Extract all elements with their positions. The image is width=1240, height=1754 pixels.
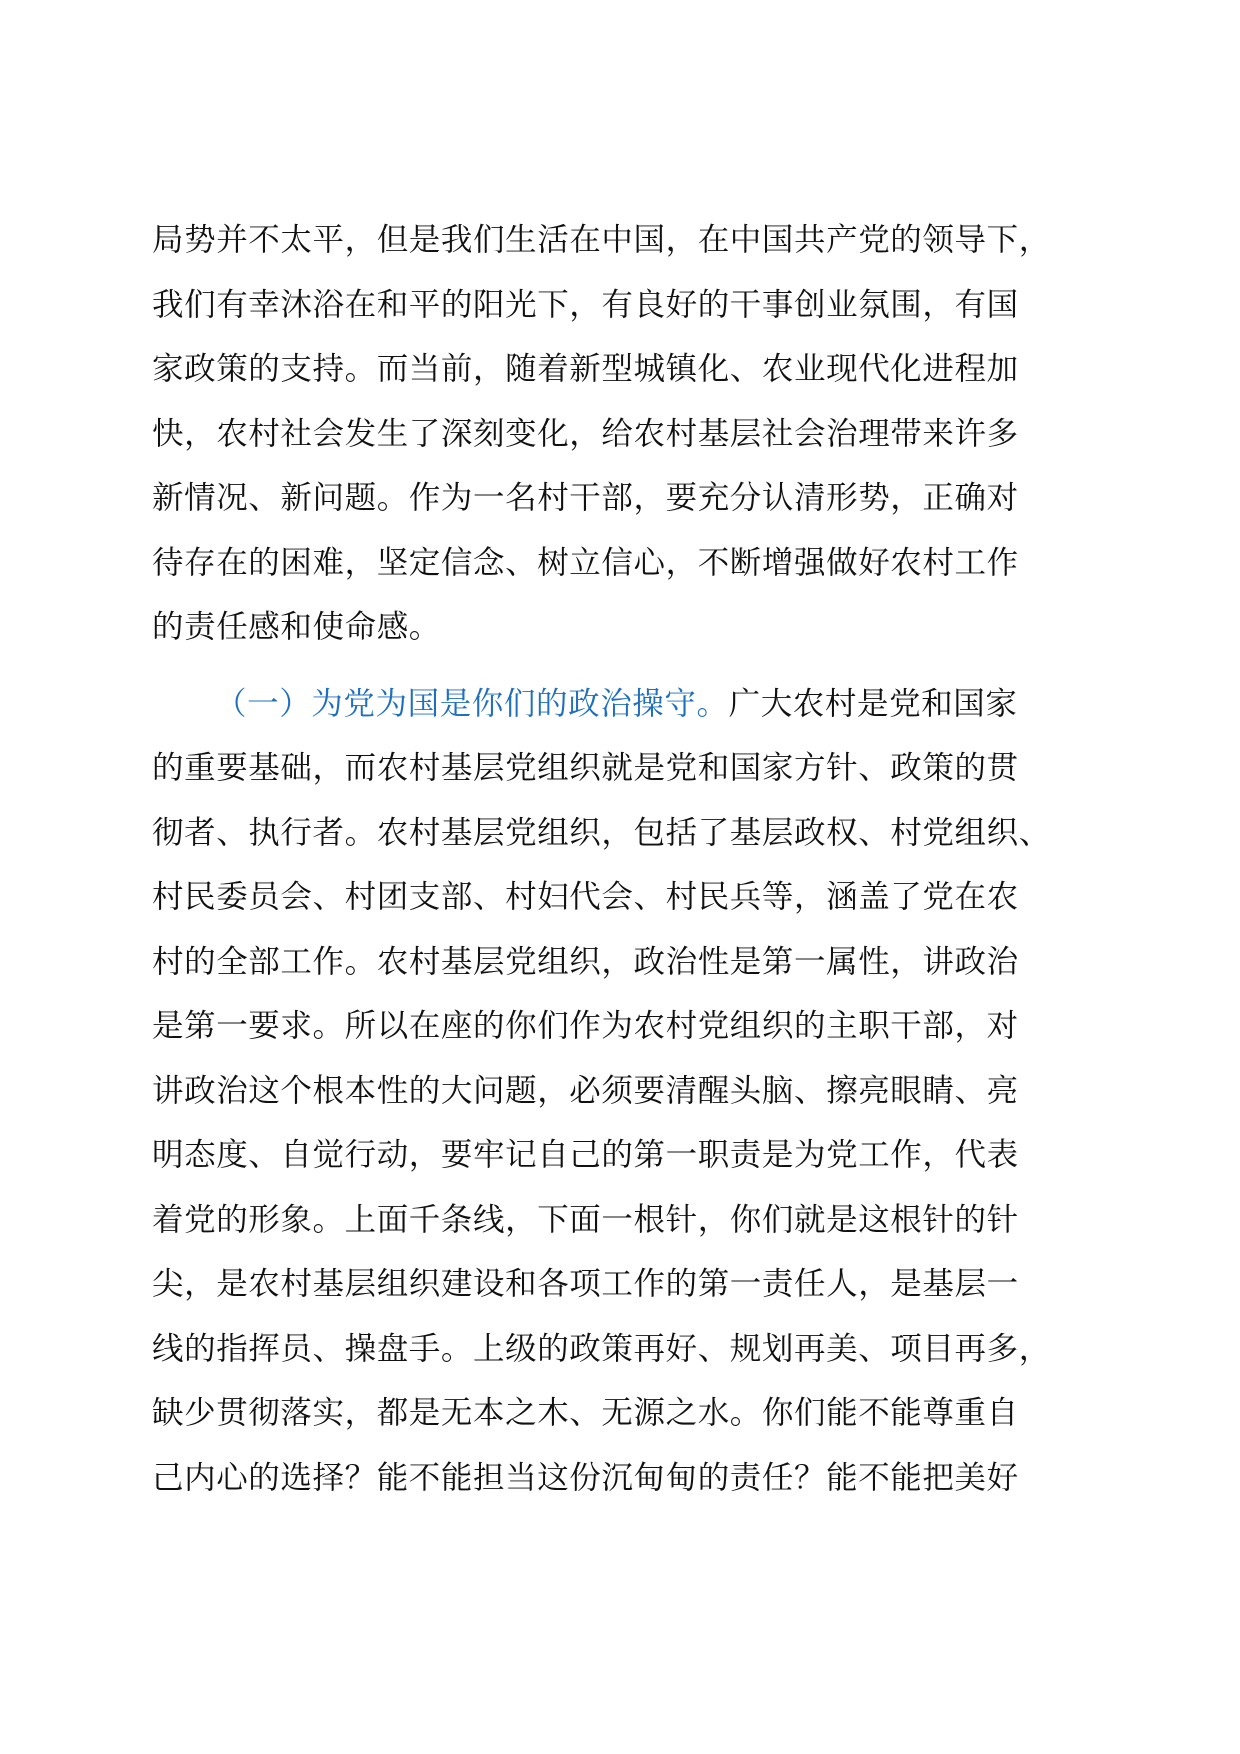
- paragraph-line: 是第一要求。所以在座的你们作为农村党组织的主职干部，对: [152, 1008, 1019, 1044]
- paragraph-1: [152, 208, 1092, 660]
- document-body: [152, 208, 1092, 1510]
- paragraph-line: 缺少贯彻落实，都是无本之木、无源之水。你们能不能尊重自: [152, 1395, 1019, 1431]
- paragraph-line: 的重要基础，而农村基层党组织就是党和国家方针、政策的贯: [152, 750, 1019, 786]
- paragraph-line: 村民委员会、村团支部、村妇代会、村民兵等，涵盖了党在农: [152, 879, 1019, 915]
- paragraph-line: 的责任感和使命感。: [152, 609, 441, 645]
- paragraph-line: 家政策的支持。而当前，随着新型城镇化、农业现代化进程加: [152, 351, 1019, 387]
- paragraph-line: 讲政治这个根本性的大问题，必须要清醒头脑、擦亮眼睛、亮: [152, 1072, 1019, 1109]
- section-heading: （一）为党为国是你们的政治操守。: [215, 685, 729, 722]
- paragraph-line: 我们有幸沐浴在和平的阳光下，有良好的干事创业氛围，有国: [152, 286, 1019, 323]
- paragraph-line: 快，农村社会发生了深刻变化，给农村基层社会治理带来许多: [152, 415, 1019, 452]
- paragraph-line: 村的全部工作。农村基层党组织，政治性是第一属性，讲政治: [152, 943, 1019, 980]
- paragraph-line: 局势并不太平，但是我们生活在中国，在中国共产党的领导下，: [152, 222, 1051, 258]
- paragraph-spacer: [152, 660, 1092, 672]
- paragraph-line: 待存在的困难，坚定信念、树立信心，不断增强做好农村工作: [152, 544, 1019, 581]
- paragraph-line: 着党的形象。上面千条线，下面一根针，你们就是这根针的针: [152, 1201, 1019, 1238]
- paragraph-line: 明态度、自觉行动，要牢记自己的第一职责是为党工作，代表: [152, 1137, 1019, 1173]
- paragraph-line: 己内心的选择？能不能担当这份沉甸甸的责任？能不能把美好: [152, 1459, 1019, 1496]
- paragraph-line: 新情况、新问题。作为一名村干部，要充分认清形势，正确对: [152, 480, 1019, 516]
- paragraph-first-line: [152, 672, 1092, 737]
- heading-line-text: 广大农村是党和国家: [728, 685, 1018, 722]
- paragraph-line: 线的指挥员、操盘手。上级的政策再好、规划再美、项目再多，: [152, 1330, 1051, 1367]
- paragraph-line: 尖，是农村基层组织建设和各项工作的第一责任人，是基层一: [152, 1266, 1019, 1302]
- paragraph-line: 彻者、执行者。农村基层党组织，包括了基层政权、村党组织、: [152, 814, 1051, 851]
- paragraph-2: [152, 672, 1092, 1511]
